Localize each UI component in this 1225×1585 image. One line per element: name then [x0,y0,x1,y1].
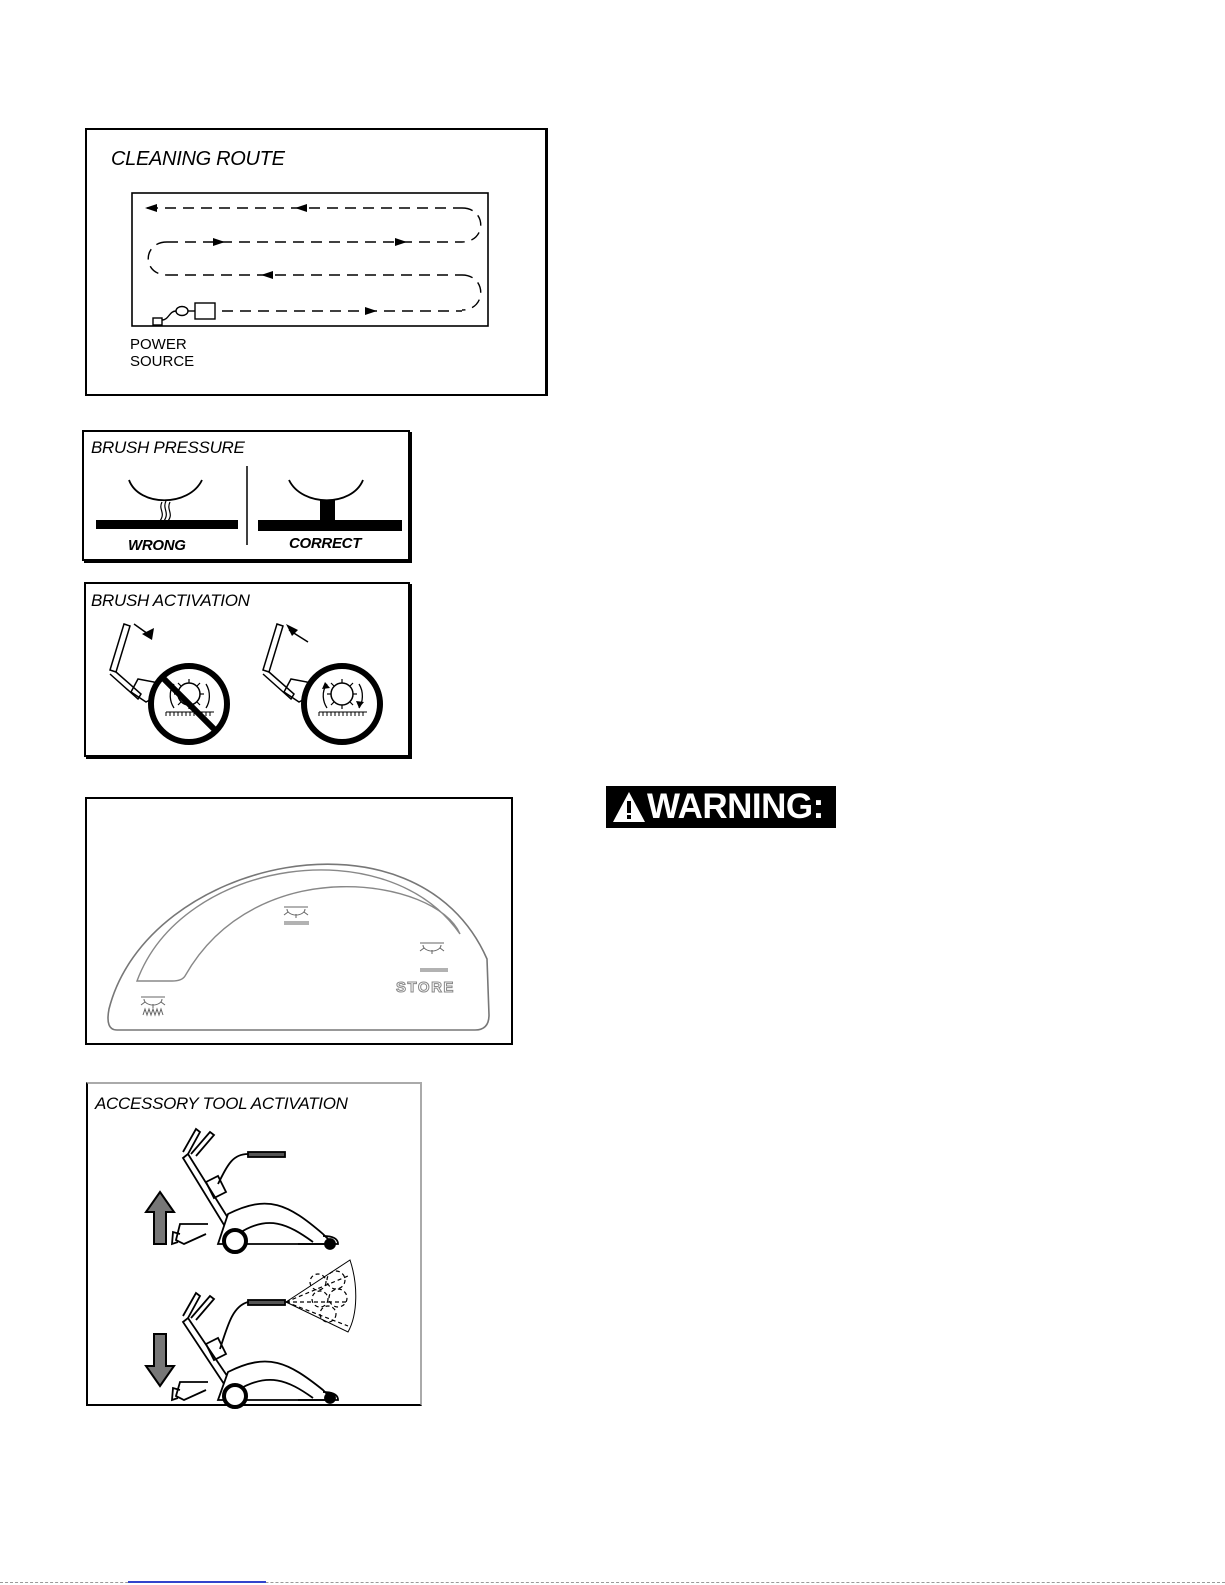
height-dial-diagram [87,799,515,1047]
brush-activation-diagram [86,584,412,759]
brush-activation-title: BRUSH ACTIVATION [91,591,250,610]
power-source-label: POWER SOURCE [130,336,195,370]
brush-pressure-panel [82,430,410,561]
cleaning-route-title: CLEANING ROUTE [111,148,285,170]
warning-triangle-icon [612,791,646,823]
accessory-tool-title: ACCESSORY TOOL ACTIVATION [95,1094,348,1113]
brush-activation-panel [84,582,410,757]
brush-pressure-wrong-label: WRONG [128,537,186,554]
brush-pressure-title: BRUSH PRESSURE [91,438,245,457]
warning-label: WARNING: [647,787,824,826]
warning-banner [606,786,836,828]
store-label: STORE [396,979,455,996]
height-dial-panel [85,797,513,1045]
brush-pressure-correct-label: CORRECT [289,535,362,552]
accessory-tool-diagram [88,1084,424,1408]
cleaning-route-panel [85,128,548,396]
page-bottom-link-mark [128,1581,266,1583]
accessory-tool-panel [86,1082,422,1406]
